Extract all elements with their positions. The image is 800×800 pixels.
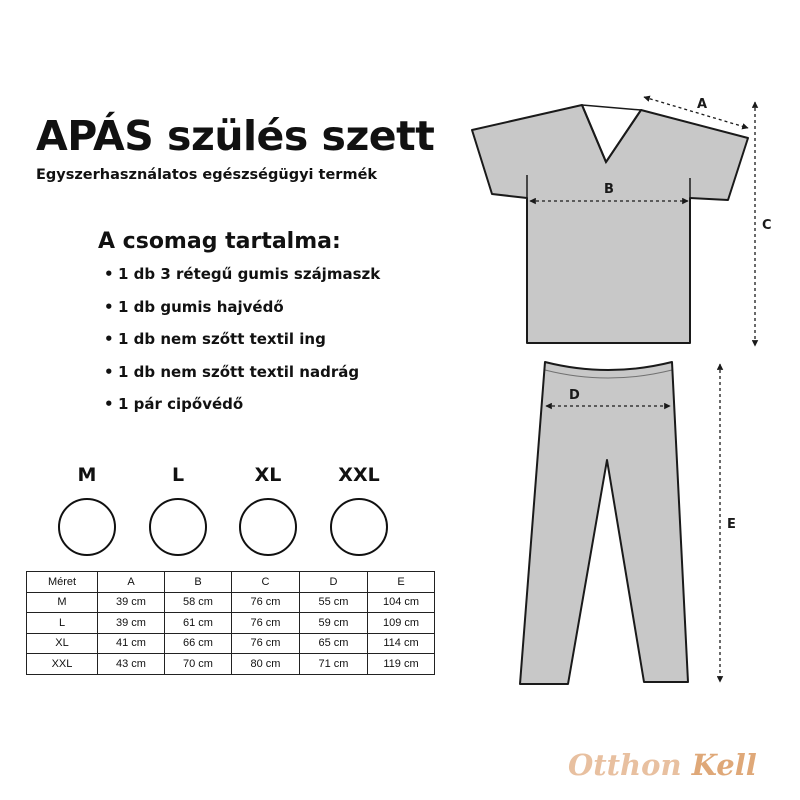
list-item-text: 1 db nem szőtt textil ing (118, 330, 326, 348)
list-item-text: 1 pár cipővédő (118, 395, 244, 413)
table-cell: 76 cm (232, 592, 300, 613)
bullet-icon: • (104, 395, 114, 413)
table-cell: 39 cm (98, 613, 165, 634)
measure-label-e: E (727, 517, 736, 532)
measure-label-c: C (762, 218, 772, 233)
page-title: APÁS szülés szett (36, 112, 435, 160)
table-cell: 76 cm (232, 613, 300, 634)
brand-logo (568, 748, 757, 782)
table-cell: 58 cm (165, 592, 232, 613)
bullet-icon: • (104, 330, 114, 348)
size-label: L (171, 464, 185, 486)
table-cell: 70 cm (165, 654, 232, 675)
table-header-cell: E (368, 572, 435, 593)
table-cell: 104 cm (368, 592, 435, 613)
list-item-text: 1 db gumis hajvédő (118, 297, 284, 316)
size-label: XXL (338, 464, 380, 486)
measure-label-a: A (697, 97, 708, 112)
table-cell: XXL (27, 654, 98, 675)
table-cell: 119 cm (368, 654, 435, 675)
page-subtitle: Egyszerhasználatos egészségügyi termék (36, 167, 378, 183)
table-header-cell: B (165, 572, 232, 593)
table-cell: 65 cm (300, 633, 368, 654)
package-contents-heading: A csomag tartalma: (98, 229, 341, 254)
table-cell: XL (27, 633, 98, 654)
table-cell: 80 cm (232, 654, 300, 675)
table-cell: 66 cm (165, 633, 232, 654)
bullet-icon: • (104, 362, 114, 381)
list-item-text: 1 db 3 rétegű gumis szájmaszk (118, 265, 381, 283)
size-label: XL (254, 464, 282, 486)
bullet-icon: • (104, 297, 114, 316)
table-header-cell: Méret (27, 572, 98, 593)
scrub-top-shape (472, 105, 748, 343)
table-cell: M (27, 592, 98, 613)
brand-logo-part1: Otthon (568, 748, 682, 782)
table-cell: 109 cm (368, 613, 435, 634)
brand-logo-part2: Kell (691, 748, 757, 782)
table-cell: 71 cm (300, 654, 368, 675)
table-cell: 55 cm (300, 592, 368, 613)
table-cell: 59 cm (300, 613, 368, 634)
list-item-text: 1 db nem szőtt textil nadrág (118, 362, 360, 381)
table-header-cell: D (300, 572, 368, 593)
table-cell: 61 cm (165, 613, 232, 634)
table-cell: 114 cm (368, 633, 435, 654)
measure-label-b: B (604, 182, 614, 197)
measure-label-d: D (569, 388, 580, 403)
bullet-icon: • (104, 265, 114, 283)
table-header-cell: C (232, 572, 300, 593)
size-label: M (77, 464, 97, 486)
table-cell: 41 cm (98, 633, 165, 654)
table-cell: L (27, 613, 98, 634)
table-cell: 76 cm (232, 633, 300, 654)
table-header-cell: A (98, 572, 165, 593)
table-cell: 43 cm (98, 654, 165, 675)
scrub-top-collar (582, 105, 641, 110)
scrub-pants-shape (520, 362, 688, 684)
table-cell: 39 cm (98, 592, 165, 613)
